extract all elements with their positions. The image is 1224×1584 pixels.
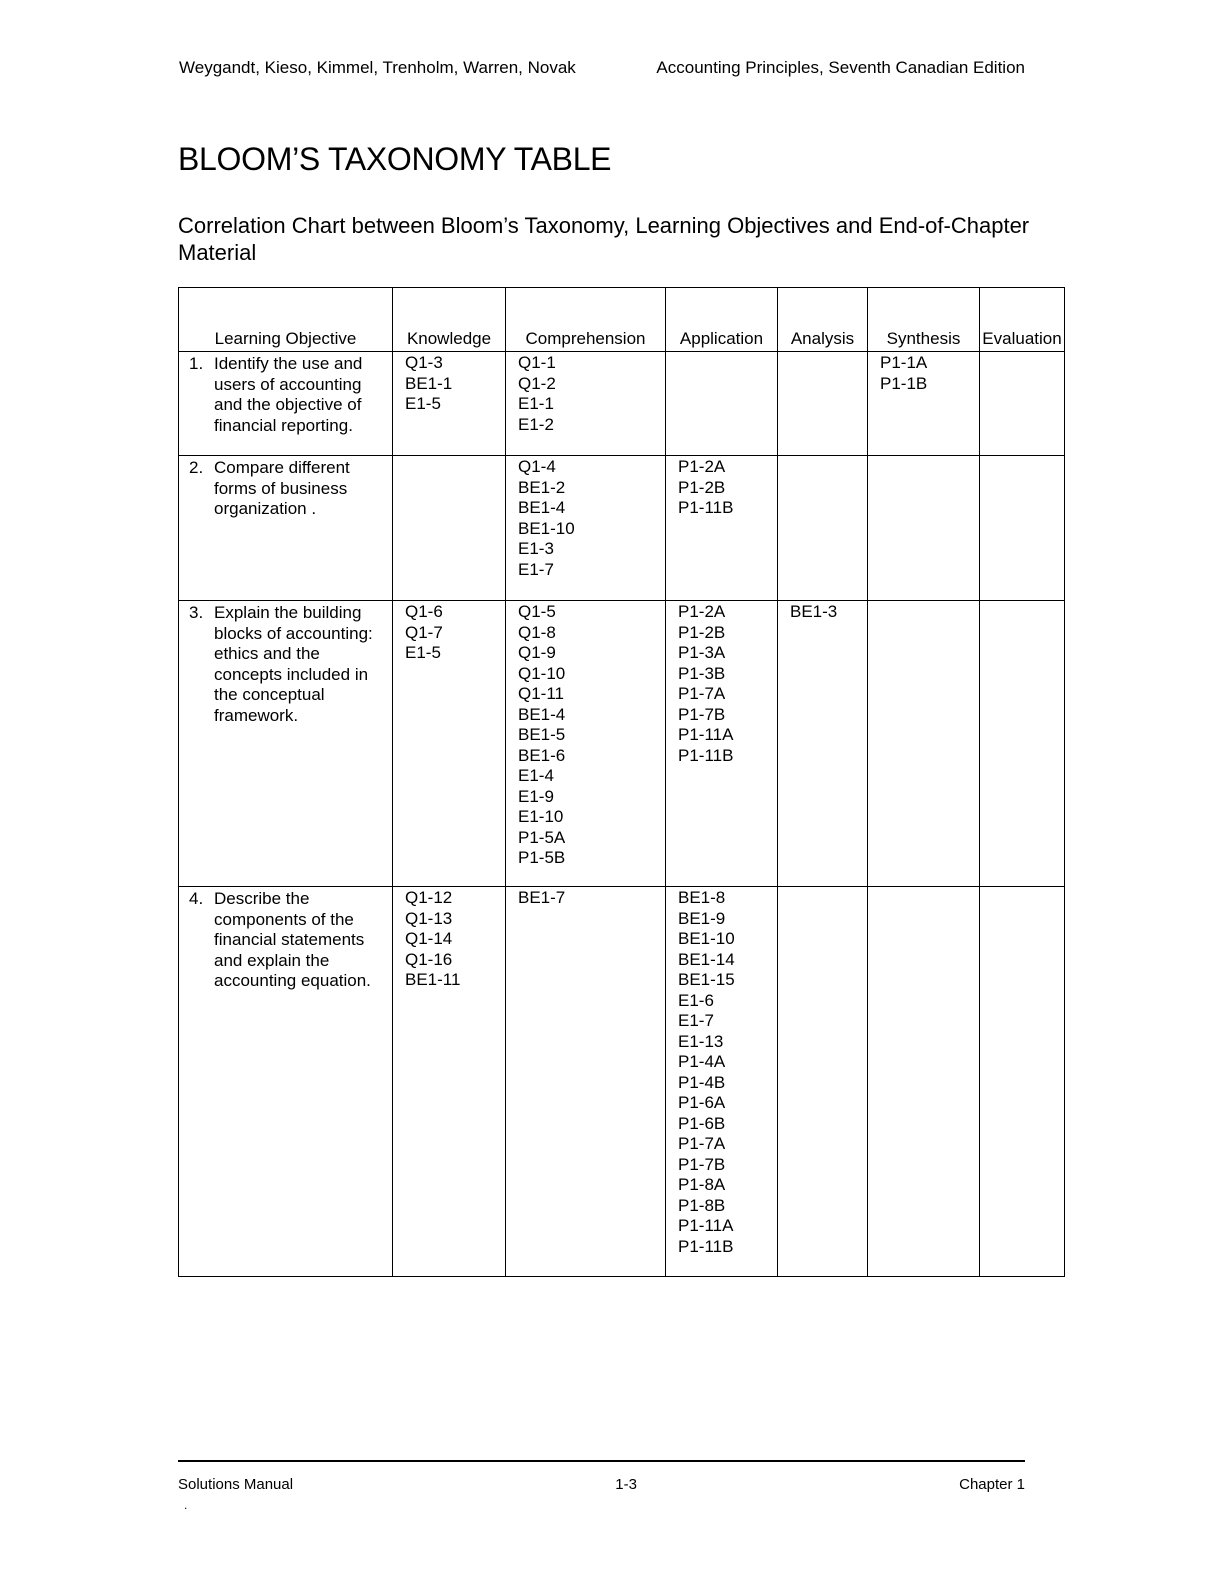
table-row [179,456,1065,601]
exercise-code: P1-4B [678,1072,726,1092]
application-code-list [666,601,777,766]
page-footer [178,1460,1025,1493]
exercise-code: P1-7A [678,1134,726,1153]
table-row [179,601,1065,887]
analysis-cell [778,601,868,887]
knowledge-code-list [393,887,505,991]
footer-mark: . [184,1498,188,1512]
exercise-code: P1-5A [518,827,566,847]
exercise-code: Q1-12 [405,888,453,907]
exercise-code: E1-5 [405,643,441,662]
col-header-analysis: Analysis [778,288,868,352]
header-book-title: Accounting Principles, Seventh Canadian Edition [656,58,1025,77]
page-subtitle: Correlation Chart between Bloom’s Taxonomy, Learning Objectives and End-of-Chapter Material [178,213,1030,265]
synthesis-cell [868,456,980,601]
application-code-list [666,456,777,519]
exercise-code: P1-8B [678,1195,726,1215]
exercise-code: P1-11B [678,498,734,517]
exercise-code: P1-2A [678,457,726,476]
comprehension-cell [506,456,666,601]
exercise-code: BE1-4 [518,498,566,517]
application-cell [666,601,778,887]
exercise-code: BE1-10 [678,929,735,948]
comprehension-cell [506,352,666,456]
bloom-taxonomy-table [178,287,1065,1277]
exercise-code: BE1-9 [678,908,726,928]
exercise-code: Q1-5 [518,602,556,621]
knowledge-cell [393,352,506,456]
objective-number: 1. [189,354,204,373]
exercise-code: P1-3B [678,663,726,683]
exercise-code: Q1-16 [405,949,453,969]
exercise-code: E1-6 [678,990,714,1010]
exercise-code: Q1-11 [518,684,564,703]
col-header-knowledge: Knowledge [393,288,506,352]
knowledge-cell [393,456,506,601]
exercise-code: E1-9 [518,786,554,806]
evaluation-cell [980,601,1065,887]
exercise-code: P1-11A [678,725,734,744]
header-authors: Weygandt, Kieso, Kimmel, Trenholm, Warren, Novak [179,58,576,77]
footer-page-number: 1-3 [615,1476,637,1493]
exercise-code: BE1-8 [678,888,726,907]
col-header-comprehension: Comprehension [506,288,666,352]
synthesis-code-list [868,601,979,602]
exercise-code: Q1-13 [405,908,453,928]
exercise-code: BE1-5 [518,725,566,744]
exercise-code: Q1-8 [518,622,556,642]
exercise-code: P1-11A [678,1216,734,1235]
exercise-code: BE1-3 [790,602,838,621]
evaluation-cell [980,456,1065,601]
exercise-code: Q1-14 [405,929,453,948]
knowledge-code-list [393,352,505,415]
synthesis-code-list [868,887,979,888]
synthesis-code-list [868,352,979,394]
exercise-code: Q1-2 [518,373,556,393]
analysis-code-list [778,887,867,888]
exercise-code: E1-13 [678,1031,724,1051]
comprehension-code-list [506,352,665,435]
objective-number: 3. [189,603,204,622]
comprehension-cell [506,887,666,1277]
exercise-code: Q1-1 [518,353,556,372]
analysis-code-list [778,352,867,353]
knowledge-cell [393,887,506,1277]
comprehension-code-list [506,456,665,580]
application-cell [666,887,778,1277]
knowledge-code-list [393,601,505,664]
analysis-code-list [778,601,867,623]
table-header-row [179,288,1065,352]
exercise-code: E1-4 [518,766,554,785]
knowledge-cell [393,601,506,887]
analysis-cell [778,887,868,1277]
objective-text: Explain the building blocks of accounting: ethics and the concepts included in the conceptual framework. [214,603,373,725]
comprehension-code-list [506,601,665,869]
objective-text: Describe the components of the financial statements and explain the accounting equation. [214,889,371,990]
exercise-code: P1-1A [880,353,928,372]
exercise-code: E1-7 [678,1011,714,1030]
exercise-code: E1-2 [518,414,554,434]
exercise-code: P1-7A [678,684,726,703]
exercise-code: P1-11B [678,745,734,765]
exercise-code: BE1-6 [518,745,566,765]
analysis-cell [778,352,868,456]
exercise-code: P1-2A [678,602,726,621]
exercise-code: P1-7B [678,704,726,724]
exercise-code: P1-6A [678,1093,726,1112]
exercise-code: BE1-14 [678,949,735,969]
learning-objective-cell [179,887,393,1277]
exercise-code: BE1-15 [678,970,735,989]
exercise-code: P1-2B [678,622,726,642]
synthesis-cell [868,887,980,1277]
exercise-code: P1-5B [518,848,566,867]
exercise-code: P1-2B [678,477,726,497]
exercise-code: E1-10 [518,807,564,826]
evaluation-code-list [980,352,1064,353]
exercise-code: P1-1B [880,373,928,393]
exercise-code: E1-3 [518,539,554,558]
evaluation-cell [980,887,1065,1277]
application-code-list [666,887,777,1257]
page-header [179,58,1025,78]
learning-objective-cell [179,601,393,887]
evaluation-code-list [980,887,1064,888]
objective-number: 2. [189,458,204,477]
analysis-code-list [778,456,867,457]
exercise-code: BE1-10 [518,518,575,538]
exercise-code: P1-4A [678,1052,726,1071]
exercise-code: P1-8A [678,1175,726,1194]
page-title: BLOOM’S TAXONOMY TABLE [178,141,612,177]
col-header-synthesis: Synthesis [868,288,980,352]
col-header-evaluation: Evaluation [980,288,1065,352]
exercise-code: BE1-1 [405,373,453,393]
exercise-code: BE1-4 [518,704,566,724]
application-cell [666,456,778,601]
analysis-cell [778,456,868,601]
table-row [179,887,1065,1277]
table-body [179,352,1065,1277]
objective-text: Compare different forms of business organization . [214,458,350,518]
exercise-code: P1-11B [678,1236,734,1256]
comprehension-cell [506,601,666,887]
footer-manual: Solutions Manual [178,1476,294,1493]
exercise-code: BE1-2 [518,477,566,497]
knowledge-code-list [393,456,505,457]
col-header-learning-objective: Learning Objective [179,288,393,352]
exercise-code: E1-7 [518,559,554,579]
exercise-code: Q1-6 [405,602,443,621]
evaluation-code-list [980,601,1064,602]
exercise-code: E1-1 [518,394,554,413]
objective-text: Identify the use and users of accounting and the objective of financial reporting. [214,354,363,435]
exercise-code: BE1-7 [518,888,566,907]
learning-objective-cell [179,352,393,456]
exercise-code: P1-6B [678,1113,726,1133]
synthesis-code-list [868,456,979,457]
evaluation-code-list [980,456,1064,457]
exercise-code: Q1-9 [518,643,556,662]
learning-objective-cell [179,456,393,601]
footer-chapter: Chapter 1 [959,1476,1025,1493]
application-cell [666,352,778,456]
exercise-code: P1-3A [678,643,726,662]
synthesis-cell [868,601,980,887]
exercise-code: P1-7B [678,1154,726,1174]
exercise-code: Q1-4 [518,457,556,476]
evaluation-cell [980,352,1065,456]
exercise-code: Q1-3 [405,353,443,372]
application-code-list [666,352,777,353]
col-header-application: Application [666,288,778,352]
exercise-code: BE1-11 [405,970,461,989]
table-row [179,352,1065,456]
exercise-code: E1-5 [405,394,441,413]
synthesis-cell [868,352,980,456]
objective-number: 4. [189,889,204,908]
comprehension-code-list [506,887,665,909]
exercise-code: Q1-7 [405,622,443,642]
exercise-code: Q1-10 [518,663,566,683]
